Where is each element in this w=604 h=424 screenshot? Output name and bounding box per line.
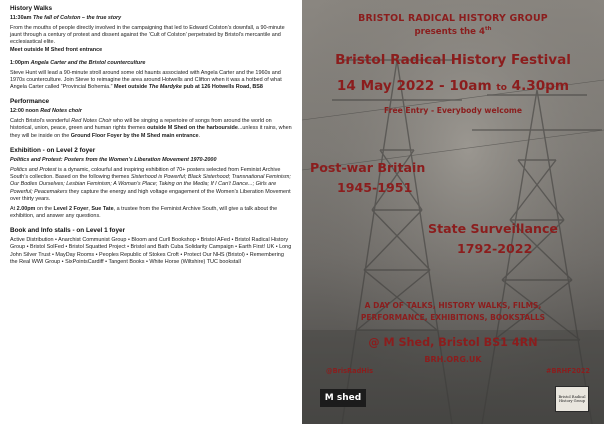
mshed-logo: M shed [320, 389, 366, 407]
walk2-title: 1:00pm Angela Carter and the Bristol counterculture [10, 59, 146, 66]
performance-title: 12:00 noon Red Notes choir [10, 108, 82, 115]
website: BRH.ORG.UK [424, 355, 482, 364]
brhg-logo: Bristol Radical History Group [555, 386, 589, 412]
stalls-heading: Book and Info stalls - on Level 1 foyer [10, 227, 126, 235]
day-description-line2: PERFORMANCE, EXHIBITIONS, BOOKSTALLS [360, 313, 546, 322]
theme-postwar-years: 1945-1951 [337, 180, 413, 195]
free-entry: Free Entry - Everybody welcome [384, 106, 522, 115]
exhibition-description: Politics and Protest is a dynamic, colourful and inspiring exhibition of 70+ posters selected from Feminist Archive South’s collection. Based on the following themes Sisterhood is Powerful; Black Sisterhood; Transnational Feminism; Our Bodies Ourselves; Lesbian Feminism; A Woman’s Place; Taking on the Media; If I Can’t Dance...; Girls are Powerful; Peacemakers they capture the energy and high voltage engagement of the Women’s Liberation Movement over thirty years. [10, 166, 291, 202]
exhibition-talk: At 2.00pm on the Level 2 Foyer, Sue Tate, a trustee from the Feminist Archive South, will give a talk about the exhibition, and answer any questions. [10, 205, 278, 219]
exhibition-title: Politics and Protest: Posters from the Women’s Liberation Movement 1970-2000 [10, 156, 217, 163]
venue: @ M Shed, Bristol BS1 4RN [368, 336, 538, 349]
history-walks-heading: History Walks [10, 5, 53, 12]
performance-description: Catch Bristol’s wonderful Red Notes Choir who will be singing a repertoire of songs from around the world on historical, union, peace, green and human rights themes outside M Shed on the harbourside...unless it rains, when they will be inside on the Ground Floor Foyer by the M Shed main entrance. [10, 118, 292, 139]
walk1-description: From the mouths of people directly involved in the campaigning that led to Edward Colston’s downfall, a 90-minute jaunt through a century of protest and dissent against the ‘Cult of Colston’ perpetrated by Bristol’s mercantile and ecclesiastical elite. Meet outside M Shed front entrance [10, 24, 285, 53]
twitter-handle: @BrisRadHis [326, 367, 374, 375]
theme-postwar-title: Post-war Britain [310, 160, 426, 175]
exhibition-heading: Exhibition - on Level 2 foyer [10, 146, 96, 154]
group-name: BRISTOL RADICAL HISTORY GROUP [358, 13, 548, 24]
stalls-list: Active Distribution • Anarchist Communist Group • Bloom and Curll Bookshop • Bristol AFed • Bristol Radical History Group • Bristol SolFed • Bristol Squatted Project • Bristol and Bath Cuba Solidarity Campaign • Earth First! UK • Long John Silver Trust • MayDay Rooms • Peoples Republic of Stokes Croft • Protect Our NHS (Bristol) • Remembering the Real WWI Group • SixPointsCardiff • Tangent Books • White Horse (Wiltshire) TUC bookstall [10, 237, 292, 266]
theme-surveillance-title: State Surveillance [428, 221, 558, 236]
hashtag: #BRHF2022 [546, 367, 591, 375]
presents-line: presents the 4th [414, 26, 492, 37]
walk2-description: Steve Hunt will lead a 90-minute stroll around some old haunts associated with Angela Carter and the 1960s and 1970s counterculture. Join Steve to reimagine the area around Hotwells and Clifton when it was a hotbed of what Angela Carter called “Provincial Bohemia.” Meet outside The Mardyke pub at 126 Hotwells Road, BS8 [10, 69, 282, 91]
day-description-line1: A DAY OF TALKS, HISTORY WALKS, FILMS, [364, 301, 542, 310]
festival-poster [302, 0, 604, 424]
performance-heading: Performance [10, 98, 50, 106]
festival-title: Bristol Radical History Festival [335, 52, 571, 68]
festival-date: 14 May 2022 - 10am to 4.30pm [336, 78, 570, 94]
walk1-title: 11:30am The fall of Colston – the true story [10, 15, 122, 21]
theme-surveillance-years: 1792-2022 [457, 241, 533, 256]
